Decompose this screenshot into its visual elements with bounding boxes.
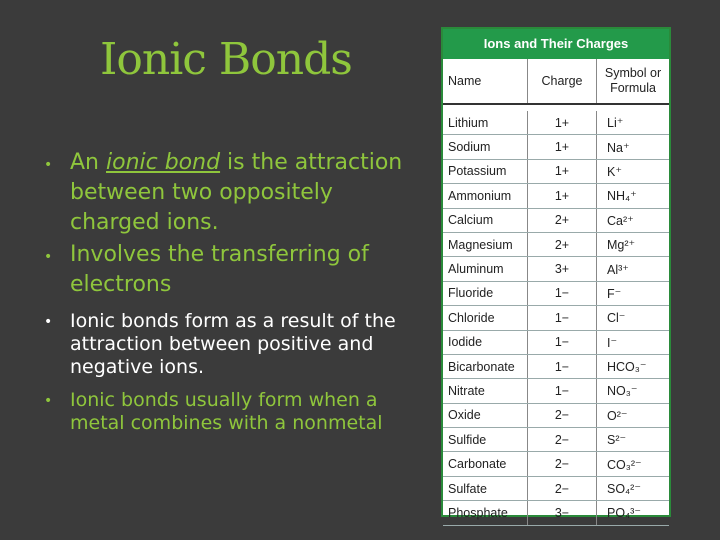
cell-charge: 3+: [528, 257, 597, 280]
bullet-item: [28, 389, 428, 435]
table-row: [443, 184, 669, 208]
key-term: ionic bond: [106, 150, 221, 175]
table-title: Ions and Their Charges: [443, 29, 669, 59]
table-row: [443, 331, 669, 355]
cell-symbol: NH₄⁺: [607, 189, 637, 204]
cell-symbol: Na⁺: [607, 140, 630, 155]
cell-charge: 2+: [528, 233, 597, 256]
cell-name: Ammonium: [443, 184, 528, 207]
bullet-icon: •: [44, 393, 53, 409]
bullet-list: [28, 148, 428, 435]
header-name: Name: [443, 59, 528, 103]
cell-name: Magnesium: [443, 233, 528, 256]
cell-charge: 1−: [528, 379, 597, 402]
cell-name: Bicarbonate: [443, 355, 528, 378]
table-row: [443, 477, 669, 501]
cell-charge: 1−: [528, 331, 597, 354]
bullet-item: [28, 148, 428, 238]
cell-symbol: SO₄²⁻: [607, 482, 641, 497]
bullet-icon: •: [44, 157, 53, 173]
table-row: [443, 404, 669, 428]
bullet-item: [28, 240, 428, 300]
bullet-icon: •: [44, 314, 53, 330]
table-row: [443, 257, 669, 281]
cell-charge: 2−: [528, 477, 597, 500]
header-charge: Charge: [528, 59, 597, 103]
cell-name: Oxide: [443, 404, 528, 427]
cell-symbol: Mg²⁺: [607, 238, 636, 253]
cell-charge: 1−: [528, 355, 597, 378]
table-row: [443, 233, 669, 257]
cell-name: Iodide: [443, 331, 528, 354]
cell-charge: 1+: [528, 160, 597, 183]
bullet-item: [28, 310, 428, 379]
ions-table: [441, 27, 671, 521]
cell-symbol: I⁻: [607, 335, 618, 350]
cell-symbol: NO₃⁻: [607, 384, 638, 399]
table-row: [443, 209, 669, 233]
cell-name: Chloride: [443, 306, 528, 329]
bullet-text: Ionic bonds usually form when a metal combines with a nonmetal: [70, 389, 383, 434]
cell-charge: 2−: [528, 404, 597, 427]
table-row: [443, 452, 669, 476]
cell-name: Sodium: [443, 135, 528, 158]
cell-symbol: CO₃²⁻: [607, 457, 642, 472]
cell-name: Calcium: [443, 209, 528, 232]
cell-symbol: PO₄³⁻: [607, 506, 641, 521]
table-body: [443, 111, 669, 526]
cell-symbol: K⁺: [607, 164, 622, 179]
slide-title: Ionic Bonds: [100, 34, 352, 85]
table-row: [443, 111, 669, 135]
bullet-text: Ionic bonds form as a result of the attraction between positive and negative ions.: [70, 310, 396, 378]
header-symbol-line2: Formula: [610, 81, 656, 95]
table-header: [443, 59, 669, 105]
cell-charge: 1+: [528, 184, 597, 207]
cell-symbol: O²⁻: [607, 408, 628, 423]
cell-charge: 1−: [528, 306, 597, 329]
cell-symbol: Li⁺: [607, 116, 624, 131]
table-row: [443, 501, 669, 525]
cell-charge: 1+: [528, 111, 597, 134]
cell-charge: 2+: [528, 209, 597, 232]
cell-charge: 1−: [528, 282, 597, 305]
cell-name: Sulfate: [443, 477, 528, 500]
cell-name: Nitrate: [443, 379, 528, 402]
cell-name: Aluminum: [443, 257, 528, 280]
table-row: [443, 428, 669, 452]
cell-name: Lithium: [443, 111, 528, 134]
cell-symbol: F⁻: [607, 286, 622, 301]
header-symbol-line1: Symbol or: [604, 66, 662, 80]
cell-symbol: S²⁻: [607, 433, 627, 448]
table-row: [443, 355, 669, 379]
cell-symbol: Al³⁺: [607, 262, 629, 277]
table-row: [443, 306, 669, 330]
cell-symbol: Cl⁻: [607, 311, 626, 326]
cell-charge: 1+: [528, 135, 597, 158]
cell-symbol: HCO₃⁻: [607, 360, 647, 375]
bullet-text: is the attraction between two oppositely charged ions.: [70, 150, 403, 235]
bullet-text: Involves the transferring of electrons: [70, 242, 369, 297]
cell-name: Fluoride: [443, 282, 528, 305]
table-row: [443, 135, 669, 159]
table-row: [443, 282, 669, 306]
bullet-icon: •: [44, 249, 53, 265]
cell-charge: 2−: [528, 428, 597, 451]
cell-name: Sulfide: [443, 428, 528, 451]
bullet-text: An: [70, 150, 106, 175]
cell-name: Potassium: [443, 160, 528, 183]
cell-symbol: Ca²⁺: [607, 213, 634, 228]
cell-charge: 3−: [528, 501, 597, 524]
cell-name: Phosphate: [443, 501, 528, 524]
header-symbol: [597, 59, 669, 103]
cell-charge: 2−: [528, 452, 597, 475]
table-row: [443, 160, 669, 184]
cell-name: Carbonate: [443, 452, 528, 475]
table-row: [443, 379, 669, 403]
